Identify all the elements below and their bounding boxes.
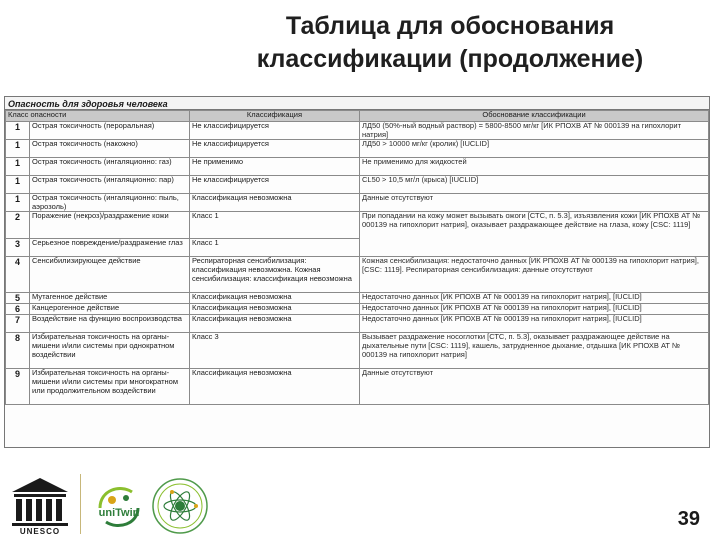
classification-value: Класс 3 [190,333,360,369]
hazard-class-number: 3 [6,239,30,257]
unesco-logo-text: UNESCO [19,527,61,536]
table-row [6,122,709,140]
classification-rationale: ЛД50 (50%-ный водный раствор) = 5800-8500 мг/кг [ИК РПОХВ АТ № 000139 на гипохлорит натрия] [360,122,709,140]
classification-value: Классификация невозможна [190,369,360,405]
hazard-class-number: 1 [6,122,30,140]
column-header-hazard-class: Класс опасности [6,111,190,122]
hazard-class-number: 1 [6,176,30,194]
table-row [6,293,709,304]
column-header-rationale: Обоснование классификации [360,111,709,122]
slide-title-line-2: классификации (продолжение) [256,45,644,73]
table-header-row [6,111,709,122]
hazard-class-number: 5 [6,293,30,304]
hazard-class-name: Избирательная токсичность на органы-мишени и/или системы при многократном или продолжительном воздействии [30,369,190,405]
classification-rationale: CL50 > 10,5 мг/л (крыса) [IUCLID] [360,176,709,194]
classification-table-panel [4,96,710,448]
hazard-class-name: Острая токсичность (ингаляционно: газ) [30,158,190,176]
hazard-class-number: 1 [6,158,30,176]
classification-rationale: Недостаточно данных [ИК РПОХВ АТ № 000139 на гипохлорит натрия], [IUCLID] [360,304,709,315]
hazard-class-number: 1 [6,194,30,212]
hazard-class-name: Канцерогенное действие [30,304,190,315]
unitwin-logo-icon [90,480,148,534]
page-number: 39 [677,508,700,530]
hazard-class-number: 9 [6,369,30,405]
classification-value: Не классифицируется [190,122,360,140]
classification-value: Классификация невозможна [190,293,360,304]
classification-rationale: Вызывает раздражение носоглотки [СТС, п. 5.3], оказывает раздражающее действие на дыхательные пути [CSC: 1119], кашель, затрудненное дыхание, отдышка [ИК РПОХВ АТ № 000139 на гипохлорит натрия] [360,333,709,369]
column-header-classification: Классификация [190,111,360,122]
logo-divider [80,474,81,534]
hazard-class-number: 1 [6,140,30,158]
classification-value: Классификация невозможна [190,304,360,315]
table-row [6,212,709,239]
classification-table [5,110,709,405]
classification-rationale: При попадании на кожу может вызывать ожоги [СТС, п. 5.3], изъязвления кожи [ИК РПОХВ АТ № 000139 на гипохлорит натрия], оказывает раздражающее действие на глаза, кожу [CSC: 1119] [360,212,709,257]
table-row [6,369,709,405]
classification-value: Не классифицируется [190,140,360,158]
slide-title [200,10,700,76]
hazard-class-name: Серьезное повреждение/раздражение глаз [30,239,190,257]
hazard-class-number: 4 [6,257,30,293]
section-heading: Опасность для здоровья человека [5,97,709,110]
table-row [6,158,709,176]
classification-rationale: ЛД50 > 10000 мг/кг (кролик) [IUCLID] [360,140,709,158]
table-row [6,333,709,369]
hazard-class-name: Острая токсичность (ингаляционно: пыль, аэрозоль) [30,194,190,212]
slide-title-line-1: Таблица для обоснования [285,12,615,40]
classification-value: Не классифицируется [190,176,360,194]
classification-value: Классификация невозможна [190,315,360,333]
table-row [6,257,709,293]
hazard-class-name: Мутагенное действие [30,293,190,304]
hazard-class-number: 2 [6,212,30,239]
table-row [6,304,709,315]
table-row [6,315,709,333]
hazard-class-name: Острая токсичность (ингаляционно: пар) [30,176,190,194]
hazard-class-number: 8 [6,333,30,369]
classification-value: Класс 1 [190,212,360,239]
hazard-class-name: Поражение (некроз)/раздражение кожи [30,212,190,239]
classification-value: Классификация невозможна [190,194,360,212]
table-row [6,140,709,158]
classification-value: Класс 1 [190,239,360,257]
classification-value: Не применимо [190,158,360,176]
hazard-class-name: Воздействие на функцию воспроизводства [30,315,190,333]
hazard-class-number: 7 [6,315,30,333]
classification-rationale: Данные отсутствуют [360,194,709,212]
hazard-class-name: Острая токсичность (пероральная) [30,122,190,140]
hazard-class-number: 6 [6,304,30,315]
classification-rationale: Не применимо для жидкостей [360,158,709,176]
chemistry-emblem-icon [150,476,210,536]
hazard-class-name: Острая токсичность (накожно) [30,140,190,158]
classification-rationale: Недостаточно данных [ИК РПОХВ АТ № 000139 на гипохлорит натрия], [IUCLID] [360,293,709,304]
classification-rationale: Недостаточно данных [ИК РПОХВ АТ № 000139 на гипохлорит натрия], [IUCLID] [360,315,709,333]
hazard-class-name: Избирательная токсичность на органы-мишени и/или системы при однократном воздействии [30,333,190,369]
table-row [6,194,709,212]
classification-rationale: Данные отсутствуют [360,369,709,405]
classification-rationale: Кожная сенсибилизация: недостаточно данных [ИК РПОХВ АТ № 000139 на гипохлорит натрия], [CSC: 1119]. Респираторная сенсибилизация: данные отсутствуют [360,257,709,293]
hazard-class-name: Сенсибилизирующее действие [30,257,190,293]
table-row [6,176,709,194]
unesco-logo-icon [8,476,72,536]
classification-value: Респираторная сенсибилизация: классификация невозможна. Кожная сенсибилизация: классификация невозможна [190,257,360,293]
unitwin-logo-text: uniTwin [98,507,140,519]
